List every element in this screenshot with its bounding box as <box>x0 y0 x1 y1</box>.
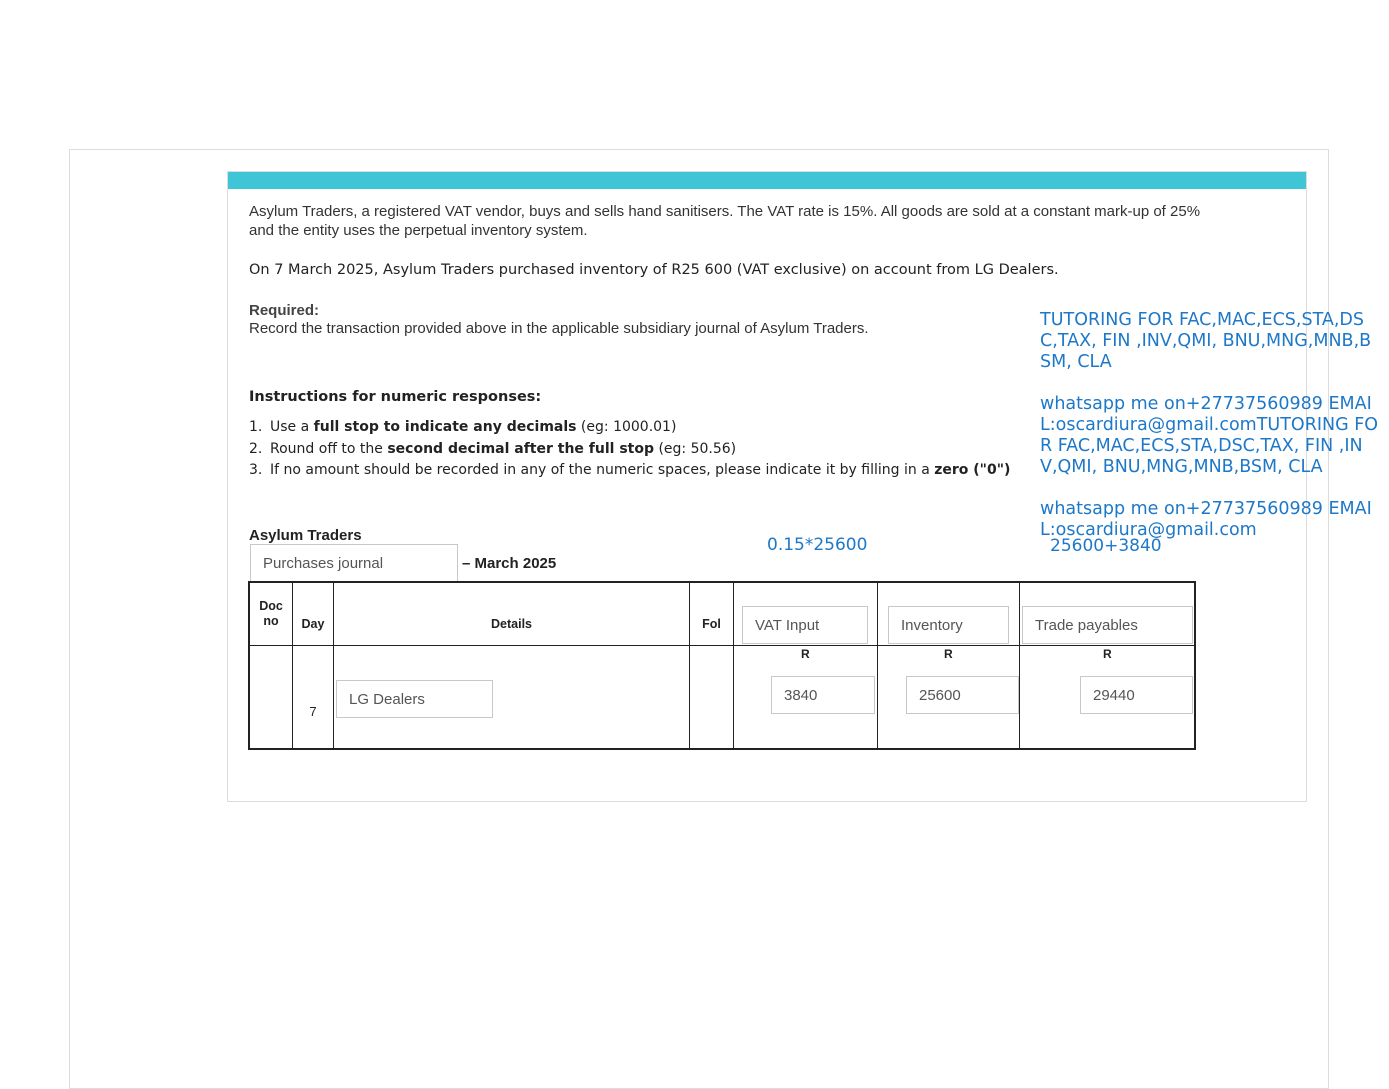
total-calculation-note: 25600+3840 <box>1050 536 1162 556</box>
table-border-bottom <box>248 748 1196 750</box>
question-intro <box>249 202 1200 240</box>
question-intro-line-2: and the entity uses the perpetual inventory system. <box>249 222 588 239</box>
row-day: 7 <box>309 704 317 719</box>
instruction-number: 2. <box>249 440 263 457</box>
row-inventory-amount[interactable]: 25600 <box>906 676 1019 714</box>
header-details: Details <box>491 617 532 631</box>
column-name-input-trade-payables[interactable]: Trade payables <box>1022 606 1193 644</box>
transaction-text: On 7 March 2025, Asylum Traders purchased inventory of R25 600 (VAT exclusive) on account from LG Dealers. <box>249 262 1059 278</box>
header-doc-no-line-2: no <box>263 614 279 628</box>
instruction-bold: second decimal after the full stop <box>387 440 654 457</box>
instruction-text: Round off to the <box>270 440 388 457</box>
question-intro-line-1: Asylum Traders, a registered VAT vendor, buys and sells hand sanitisers. The VAT rate is 15%. All goods are sold at a constant mark-up of 25% <box>249 203 1201 220</box>
instruction-text: Use a <box>270 419 314 435</box>
instructions-heading: Instructions for numeric responses: <box>249 389 542 405</box>
journal-name-input[interactable]: Purchases journal <box>250 544 458 582</box>
instruction-example: (eg: 1000.01) <box>576 419 677 435</box>
instruction-example: (eg: 50.56) <box>654 440 737 457</box>
row-details-input[interactable]: LG Dealers <box>336 680 493 718</box>
col-divider <box>1019 581 1020 750</box>
company-name: Asylum Traders <box>249 527 362 544</box>
col-divider <box>689 581 690 750</box>
currency-label: R <box>1103 647 1112 661</box>
row-vat-input-amount[interactable]: 3840 <box>771 676 875 714</box>
col-divider <box>292 581 293 750</box>
row-trade-payables-amount[interactable]: 29440 <box>1080 676 1193 714</box>
col-divider <box>733 581 734 750</box>
table-header-divider <box>248 645 1196 646</box>
instruction-item <box>249 460 1010 482</box>
col-divider <box>877 581 878 750</box>
header-day: Day <box>301 617 325 631</box>
table-border-right <box>1194 581 1196 750</box>
currency-label: R <box>801 647 810 661</box>
instructions-list <box>249 417 1010 482</box>
currency-label: R <box>944 647 953 661</box>
header-doc-no <box>250 599 292 629</box>
instruction-bold: full stop to indicate any decimals <box>313 419 577 435</box>
header-doc-no-line-1: Doc <box>259 599 283 613</box>
instruction-item <box>249 439 1010 461</box>
column-name-input-inventory[interactable]: Inventory <box>888 606 1009 644</box>
instruction-bold: zero ("0") <box>934 462 1011 478</box>
required-text: Record the transaction provided above in the applicable subsidiary journal of Asylum Traders. <box>249 320 869 337</box>
journal-month: – March 2025 <box>462 555 557 572</box>
column-name-input-vat[interactable]: VAT Input <box>742 606 868 644</box>
instruction-item <box>249 417 1010 439</box>
instruction-number: 3. <box>249 462 263 478</box>
tutoring-watermark-body: TUTORING FOR FAC,MAC,ECS,STA,DSC,TAX, FIN ,INV,QMI, BNU,MNG,MNB,BSM, CLA whatsapp me on+27737560989 EMAIL:oscardiura@gmail.comTUTORING FOR FAC,MAC,ECS,STA,DSC,TAX, FIN ,INV,QMI, BNU,MNG,MNB,BSM, CLA whatsapp me on+27737560989 EMAIL:oscardiura@gmail.com <box>1040 310 1379 540</box>
vat-calculation-note: 0.15*25600 <box>767 535 868 555</box>
instruction-number: 1. <box>249 419 263 435</box>
col-divider <box>333 581 334 750</box>
required-label: Required: <box>249 302 320 319</box>
instruction-text: If no amount should be recorded in any of the numeric spaces, please indicate it by filling in a <box>270 462 935 478</box>
table-border-top <box>248 581 1196 583</box>
card-accent-bar <box>228 172 1306 189</box>
header-fol: Fol <box>702 617 721 631</box>
tutoring-watermark-text <box>1040 310 1380 541</box>
